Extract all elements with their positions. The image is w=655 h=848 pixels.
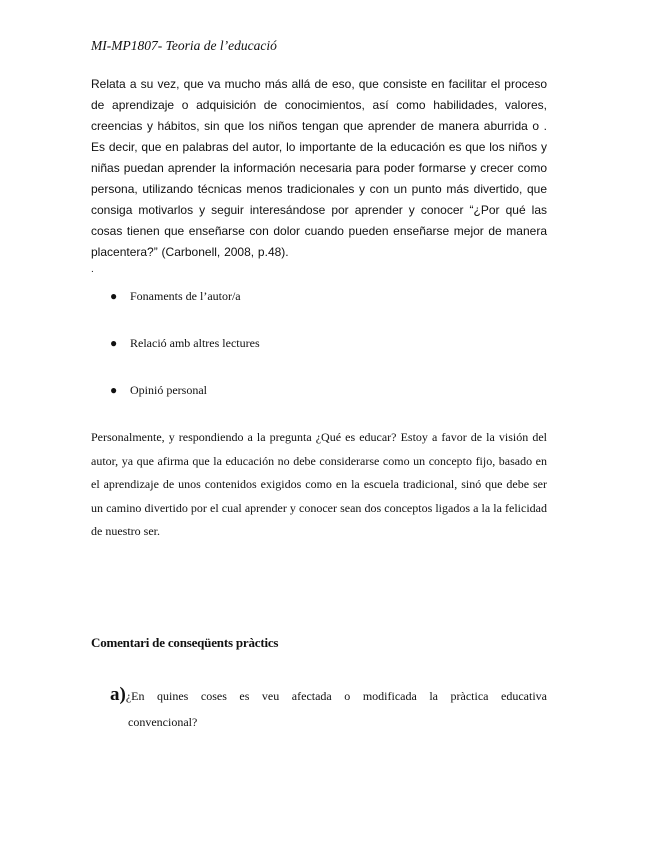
list-item xyxy=(110,287,260,334)
question-text: ¿En quines coses es veu afectada o modificada la pràctica educativa xyxy=(125,689,547,703)
bullet-icon: ● xyxy=(110,336,118,350)
list-item xyxy=(110,381,260,428)
list-item xyxy=(110,334,260,381)
list-item-label: Fonaments de l’autor/a xyxy=(130,289,241,303)
bullet-list xyxy=(110,287,260,428)
stray-period: . xyxy=(91,264,94,275)
question-line-1 xyxy=(110,680,547,711)
paragraph-opinion: Personalmente, y respondiendo a la pregunta ¿Qué es educar? Estoy a favor de la visión del autor, ya que afirma que la educación no debe considerarse como un concepto fijo, basado en el aprendizaje de unos contenidos exigidos como en la escuela tradicional, sinó que debe ser un camino divertido por el cual aprender y conocer sean dos conceptos ligados a la la felicidad de nuestro ser. xyxy=(91,430,547,538)
question-letter: a) xyxy=(110,684,126,705)
list-item-label: Opinió personal xyxy=(130,383,207,397)
page-header: MI-MP1807- Teoria de l’educació xyxy=(91,38,277,53)
paragraph-quote: Relata a su vez, que va mucho más allá de eso, que consiste en facilitar el proceso de aprendizaje o adquisición de conocimientos, así como habilidades, valores, creencias y hábitos, sin que los niños tengan que aprender de manera aburrida o . Es decir, que en palabras del autor, lo importante de la educación es que los niños y niñas puedan aprender la información necesaria para poder formarse y crecer como persona, utilizando técnicas menos tradicionales y con un punto más divertido, que consiga motivarlos y seguir interesándose por aprender y conocer “¿Por qué las cosas tienen que enseñarse con dolor cuando pueden enseñarse mejor de manera placentera?” (Carbonell, 2008, p.48). xyxy=(91,77,547,259)
bullet-icon: ● xyxy=(110,289,118,303)
list-item-label: Relació amb altres lectures xyxy=(130,336,260,350)
question-item xyxy=(110,680,547,733)
question-line-2: convencional? xyxy=(128,715,198,729)
bullet-icon: ● xyxy=(110,383,118,397)
section-heading: Comentari de conseqüents pràctics xyxy=(91,635,279,650)
